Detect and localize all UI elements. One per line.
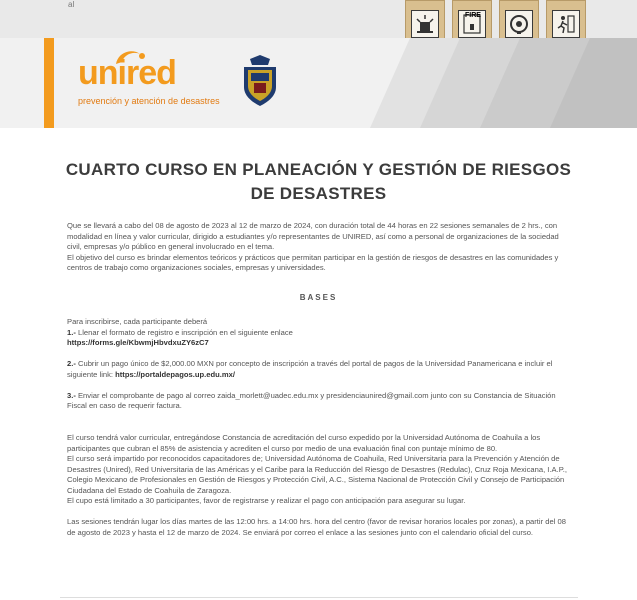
closing-paragraph-1: El curso tendrá valor curricular, entregándose Constancia de acreditación del curso expedido por la Universidad Autónoma de Coahuila a los participantes que cubran el 85% de asistencia y acrediten el curso por medio de una evaluación final con puntaje mínimo de 80. (67, 433, 541, 453)
decorative-stripes (350, 38, 637, 128)
step-3-number: 3.- (67, 390, 76, 400)
alarm-light-icon (411, 10, 439, 38)
intro-paragraph-1: Que se llevará a cabo del 08 de agosto de 2023 al 12 de marzo de 2024, con duración total de 44 horas en 22 sesiones semanales de 2 hrs., con modalidad en línea y valor curricular, dirigido a estudiantes y/o representantes de UNIRED, así como a personal de organizaciones de la sociedad civil, empresas y/o público en general involucrado en el tema. (67, 221, 559, 251)
registration-form-link[interactable]: https://forms.gle/KbwmjHbvdxuZY6zC7 (67, 338, 209, 347)
closing-paragraph-2: El curso será impartido por reconocidos capacitadores de; Universidad Autónoma de Coahuila, Red Universitaria para la Prevención y Atención de Desastres (Unired), Red Universitaria de las Américas y el Caribe para la Reducción del Riesgo de Desastres (Redulac), Cruz Roja Mexicana, I.A.P., Colegio Mexicano de Profesionales en Gestión de Riesgos y Protección Civil, A.C., Sistema Nacional de Protección Civil y Consejo de Participación Ciudadana del Estado de Coahuila de Zaragoza. (67, 454, 567, 495)
unired-tagline: prevención y atención de desastres (78, 96, 220, 106)
bell-icon (505, 10, 533, 38)
emergency-exit-icon (552, 10, 580, 38)
university-crest-icon (238, 55, 282, 107)
bases-section (67, 317, 572, 412)
step-2 (67, 359, 572, 380)
step-3-text: Enviar el comprobante de pago al correo zaida_morlett@uadec.edu.mx y presidenciaunired@gmail.com junto con su Constancia de Situación Fiscal en caso de requerir factura. (67, 390, 556, 410)
footer-divider (60, 597, 578, 598)
closing-section (67, 433, 572, 538)
payment-portal-link[interactable]: https://portaldepagos.up.edu.mx/ (115, 369, 235, 379)
intro-paragraph-2: El objetivo del curso es brindar elementos teóricos y prácticos que permitan participar en la gestión de riesgos de desastres en las comunidades y centros de trabajo como organizaciones sociales, empresas y universidades. (67, 252, 559, 272)
closing-paragraph-4: Las sesiones tendrán lugar los días martes de las 12:00 hrs. a 14:00 hrs. hora del centro (favor de revisar horarios locales por zonas), a partir del 08 de agosto de 2023 y hasta el 12 de marzo de 2024. Se enviará por correo el enlace a las sesiones junto con el calendario oficial del curso. (67, 517, 566, 537)
document-title (0, 158, 637, 206)
bases-heading: BASES (299, 293, 338, 302)
title-line-1: CUARTO CURSO EN PLANEACIÓN Y GESTIÓN DE RIESGOS (65, 160, 572, 179)
step-1-number: 1.- (67, 327, 76, 337)
top-text-fragment: al (68, 0, 75, 9)
bases-lead: Para inscribirse, cada participante deberá (67, 317, 208, 326)
closing-paragraph-3: El cupo está limitado a 30 participantes, favor de registrarse y realizar el pago con anticipación para asegurar su lugar. (67, 496, 466, 505)
accent-bar (44, 38, 54, 128)
step-2-number: 2.- (67, 359, 76, 368)
fire-label: FIRE (465, 12, 481, 19)
step-1-text: Llenar el formato de registro e inscripción en el siguiente enlace (75, 327, 293, 337)
step-3 (67, 391, 572, 412)
step-2-text: Cubrir un pago único de $2,000.00 MXN por concepto de inscripción a través del portal de pagos de la Universidad Panamericana e incluir el siguiente link: (67, 359, 553, 379)
step-1 (67, 328, 572, 339)
intro-section (67, 221, 572, 274)
unired-logo: unired (78, 54, 176, 92)
title-line-2: DE DESASTRES (250, 184, 387, 203)
